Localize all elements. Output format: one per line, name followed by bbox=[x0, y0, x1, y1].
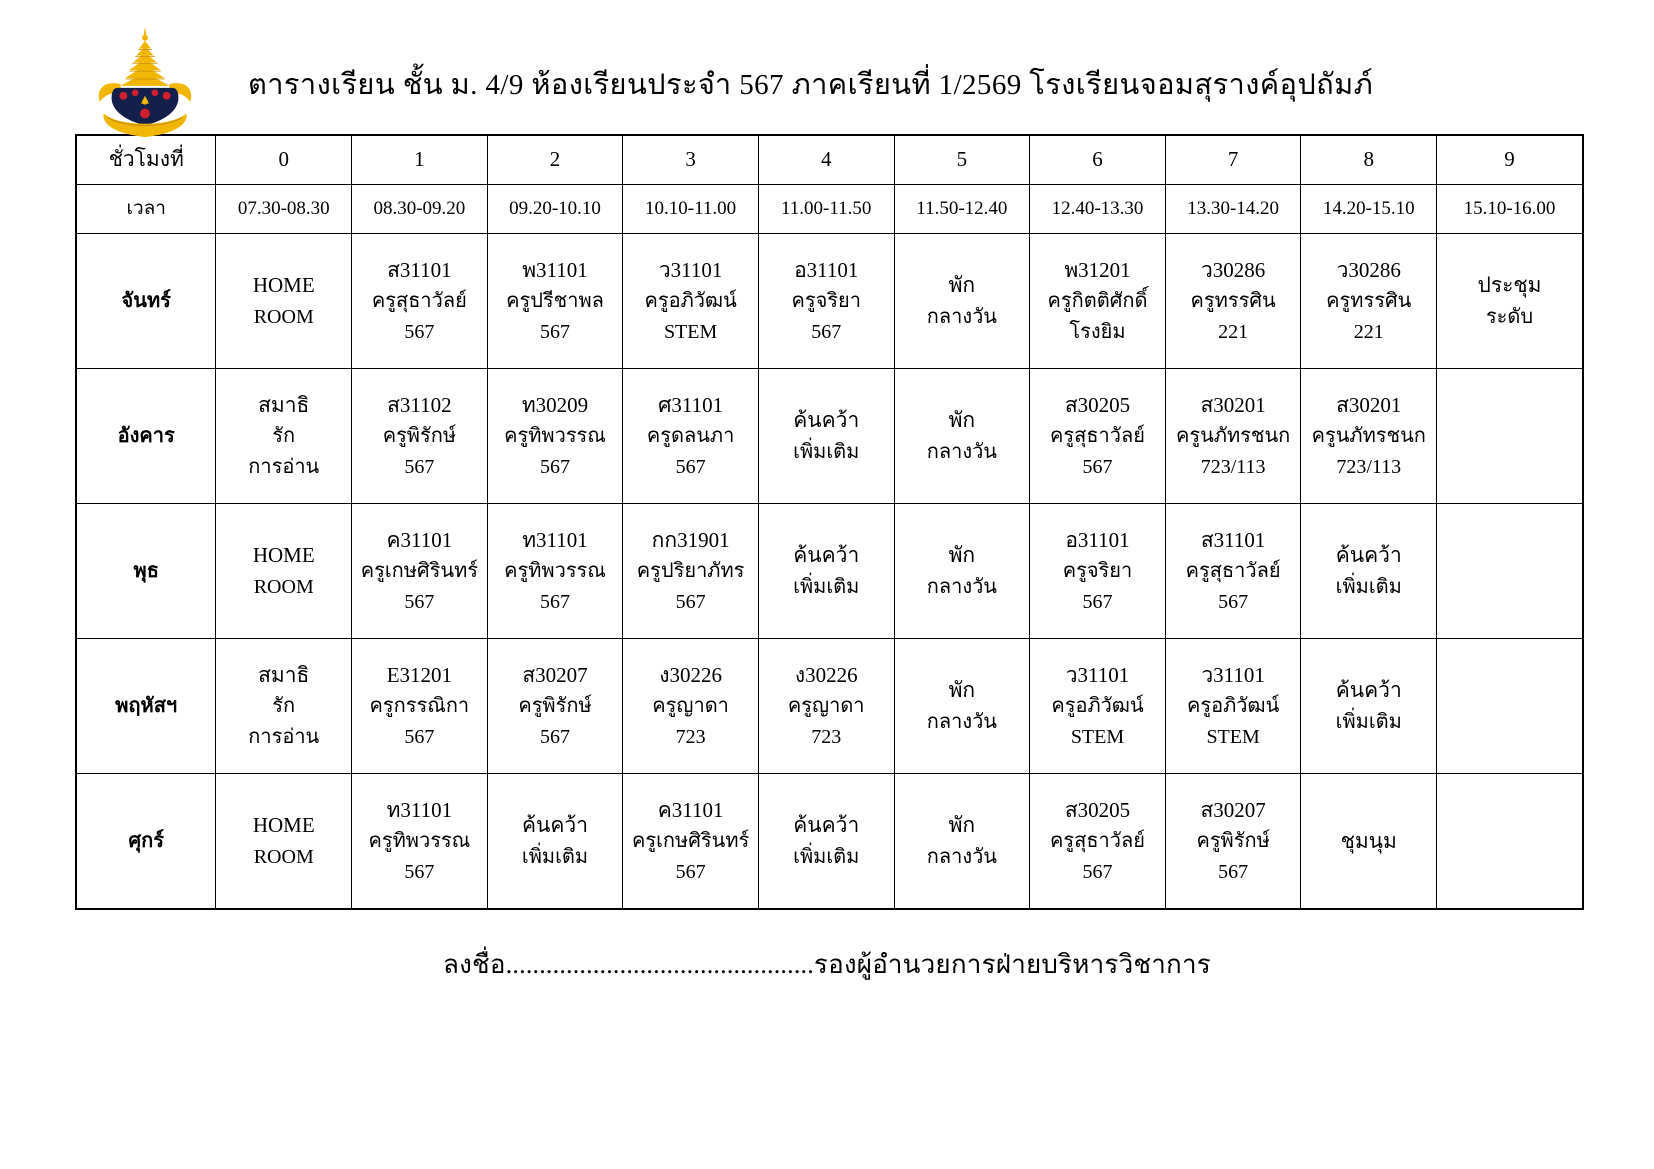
teacher-name: ครูพิรักษ์ bbox=[518, 695, 592, 718]
day-name-cell: พฤหัสฯ bbox=[76, 639, 216, 774]
schedule-cell[interactable] bbox=[487, 369, 623, 504]
timetable-container bbox=[0, 118, 1654, 910]
room-number: 567 bbox=[1218, 861, 1249, 884]
room-number: 567 bbox=[404, 591, 435, 614]
table-row bbox=[76, 234, 1583, 369]
schedule-cell[interactable] bbox=[758, 774, 894, 910]
teacher-name: เพิ่มเติม bbox=[521, 845, 589, 868]
teacher-name: กลางวัน bbox=[926, 305, 997, 328]
subject-code: ประชุม bbox=[1477, 273, 1542, 298]
teacher-name: ครูดลนภา bbox=[646, 425, 735, 448]
schedule-cell-lines bbox=[759, 540, 894, 601]
period-time-range: 14.20-15.10 bbox=[1301, 185, 1437, 234]
schedule-cell[interactable] bbox=[758, 504, 894, 639]
schedule-cell-lines bbox=[1166, 660, 1301, 752]
teacher-name: ระดับ bbox=[1485, 305, 1534, 328]
schedule-cell-lines bbox=[1166, 525, 1301, 617]
subject-code: พัก bbox=[948, 273, 976, 298]
schedule-cell-lines bbox=[895, 675, 1030, 736]
schedule-cell[interactable] bbox=[1301, 504, 1437, 639]
schedule-cell[interactable] bbox=[1301, 639, 1437, 774]
schedule-cell[interactable] bbox=[894, 234, 1030, 369]
subject-code: พัก bbox=[948, 543, 976, 568]
room-number: การอ่าน bbox=[248, 726, 320, 749]
table-row bbox=[76, 504, 1583, 639]
schedule-cell[interactable] bbox=[1301, 234, 1437, 369]
subject-code: ส30201 bbox=[1336, 392, 1402, 417]
schedule-cell[interactable] bbox=[216, 504, 352, 639]
day-name-cell: พุธ bbox=[76, 504, 216, 639]
schedule-cell[interactable] bbox=[1030, 234, 1166, 369]
teacher-name: ครูทิพวรรณ bbox=[368, 830, 471, 853]
schedule-cell-lines bbox=[623, 795, 758, 887]
schedule-cell-lines bbox=[1030, 525, 1165, 617]
subject-code: ส30205 bbox=[1064, 797, 1131, 822]
schedule-cell[interactable] bbox=[1437, 504, 1583, 639]
header-time-label: เวลา bbox=[76, 185, 216, 234]
signature-line: ลงชื่อ..............................................รองผู้อำนวยการฝ่ายบริหารวิชาการ bbox=[443, 950, 1211, 979]
teacher-name: ครูสุธาวัลย์ bbox=[371, 290, 467, 313]
schedule-cell-lines bbox=[1437, 270, 1582, 331]
schedule-cell-lines bbox=[1301, 255, 1436, 347]
subject-code: HOME bbox=[252, 543, 315, 568]
schedule-cell[interactable] bbox=[352, 369, 488, 504]
subject-code: ศ31101 bbox=[658, 392, 724, 417]
subject-code: ค้นคว้า bbox=[1335, 543, 1402, 568]
room-number: 567 bbox=[1082, 861, 1113, 884]
period-number: 7 bbox=[1165, 135, 1301, 185]
teacher-name: ครูนภัทรชนก bbox=[1175, 425, 1291, 448]
schedule-cell[interactable] bbox=[1301, 369, 1437, 504]
schedule-cell-lines bbox=[1301, 390, 1436, 482]
schedule-cell-lines bbox=[352, 255, 487, 347]
school-crest-logo bbox=[86, 23, 204, 141]
schedule-cell-lines bbox=[759, 405, 894, 466]
subject-code: ส30201 bbox=[1200, 392, 1266, 417]
teacher-name: ครูทรรศิน bbox=[1326, 290, 1412, 313]
schedule-cell[interactable] bbox=[487, 504, 623, 639]
schedule-cell[interactable] bbox=[1030, 774, 1166, 910]
room-number: 221 bbox=[1353, 321, 1384, 344]
schedule-cell-lines bbox=[759, 255, 894, 347]
room-number: STEM bbox=[1206, 726, 1260, 749]
schedule-cell[interactable] bbox=[216, 639, 352, 774]
teacher-name: ครูกรรณิกา bbox=[369, 695, 470, 718]
schedule-cell[interactable] bbox=[1030, 639, 1166, 774]
room-number: 567 bbox=[404, 861, 435, 884]
schedule-cell[interactable] bbox=[487, 774, 623, 910]
teacher-name: รัก bbox=[272, 425, 296, 448]
schedule-cell-lines bbox=[623, 525, 758, 617]
room-number: 567 bbox=[404, 321, 435, 344]
schedule-cell[interactable] bbox=[216, 369, 352, 504]
schedule-cell-lines bbox=[352, 525, 487, 617]
teacher-name: ROOM bbox=[253, 575, 314, 598]
subject-code: อ31101 bbox=[794, 257, 859, 282]
subject-code: ว31101 bbox=[1065, 662, 1130, 687]
teacher-name: ครูอภิวัฒน์ bbox=[644, 290, 737, 313]
schedule-cell[interactable] bbox=[487, 234, 623, 369]
header-row-time bbox=[76, 185, 1583, 234]
teacher-name: เพิ่มเติม bbox=[1335, 575, 1402, 598]
period-time-range: 08.30-09.20 bbox=[352, 185, 488, 234]
subject-code: พัก bbox=[948, 813, 976, 838]
teacher-name: ครูกิตติศักดิ์ bbox=[1047, 290, 1148, 313]
subject-code: พัก bbox=[948, 678, 976, 703]
schedule-cell-lines bbox=[488, 525, 623, 617]
room-number: 567 bbox=[539, 726, 570, 749]
schedule-cell[interactable] bbox=[623, 504, 759, 639]
subject-code: ค้นคว้า bbox=[1335, 678, 1402, 703]
subject-code: ว31101 bbox=[1201, 662, 1265, 687]
schedule-cell-lines bbox=[1166, 390, 1301, 482]
schedule-cell-lines bbox=[1030, 255, 1165, 347]
room-number: 567 bbox=[1218, 591, 1249, 614]
table-row bbox=[76, 369, 1583, 504]
room-number: 221 bbox=[1218, 321, 1249, 344]
schedule-cell[interactable] bbox=[1437, 369, 1583, 504]
schedule-cell[interactable] bbox=[894, 369, 1030, 504]
teacher-name: เพิ่มเติม bbox=[1335, 710, 1402, 733]
period-number: 8 bbox=[1301, 135, 1437, 185]
day-name-cell: อังคาร bbox=[76, 369, 216, 504]
teacher-name: ครูสุธาวัลย์ bbox=[1185, 560, 1281, 583]
schedule-cell-lines bbox=[1166, 795, 1301, 887]
teacher-name: กลางวัน bbox=[926, 710, 997, 733]
period-time-range: 07.30-08.30 bbox=[216, 185, 352, 234]
period-number: 3 bbox=[623, 135, 759, 185]
room-number: STEM bbox=[663, 321, 718, 344]
schedule-cell[interactable] bbox=[894, 504, 1030, 639]
room-number: 567 bbox=[811, 321, 842, 344]
header-hour-label: ชั่วโมงที่ bbox=[76, 135, 216, 185]
subject-code: ว30286 bbox=[1200, 257, 1266, 282]
period-number: 4 bbox=[758, 135, 894, 185]
subject-code: ส31102 bbox=[387, 392, 452, 417]
room-number: 723 bbox=[675, 726, 706, 749]
schedule-cell-lines bbox=[1301, 540, 1436, 601]
schedule-cell-lines bbox=[352, 795, 487, 887]
subject-code: ชุมนุม bbox=[1340, 828, 1397, 853]
period-time-range: 10.10-11.00 bbox=[623, 185, 759, 234]
teacher-name: ครูทิพวรรณ bbox=[504, 425, 606, 448]
subject-code: สมาธิ bbox=[258, 392, 310, 417]
period-number: 0 bbox=[216, 135, 352, 185]
schedule-cell[interactable] bbox=[216, 774, 352, 910]
period-time-range: 11.00-11.50 bbox=[758, 185, 894, 234]
schedule-cell[interactable] bbox=[623, 639, 759, 774]
day-name-cell: ศุกร์ bbox=[76, 774, 216, 910]
schedule-cell-lines bbox=[1030, 795, 1165, 887]
schedule-cell[interactable] bbox=[1165, 369, 1301, 504]
schedule-cell-lines bbox=[623, 255, 758, 347]
schedule-cell[interactable] bbox=[216, 234, 352, 369]
subject-code: HOME bbox=[252, 273, 315, 298]
document-header bbox=[0, 0, 1654, 118]
schedule-cell-lines bbox=[216, 810, 351, 871]
room-number: 567 bbox=[1082, 456, 1113, 479]
page-title: ตารางเรียน ชั้น ม. 4/9 ห้องเรียนประจำ 567 ภาคเรียนที่ 1/2569 โรงเรียนจอมสุรางค์อุปถัมภ์ bbox=[248, 68, 1374, 101]
subject-code: ส30207 bbox=[522, 662, 588, 687]
subject-code: ท30209 bbox=[521, 392, 589, 417]
teacher-name: กลางวัน bbox=[926, 845, 997, 868]
room-number: 567 bbox=[539, 591, 570, 614]
schedule-cell-lines bbox=[1301, 675, 1436, 736]
subject-code: สมาธิ bbox=[258, 662, 310, 687]
schedule-cell[interactable] bbox=[1437, 639, 1583, 774]
schedule-cell[interactable] bbox=[758, 639, 894, 774]
schedule-cell-lines bbox=[1301, 826, 1436, 856]
table-row bbox=[76, 774, 1583, 910]
teacher-name: ROOM bbox=[253, 305, 314, 328]
period-time-range: 15.10-16.00 bbox=[1437, 185, 1583, 234]
teacher-name: เพิ่มเติม bbox=[793, 575, 860, 598]
room-number: 567 bbox=[539, 456, 570, 479]
teacher-name: ครูปริยาภัทร bbox=[636, 560, 745, 583]
subject-code: ส31101 bbox=[1200, 527, 1266, 552]
subject-code: ว31101 bbox=[658, 257, 723, 282]
subject-code: ค้นคว้า bbox=[793, 543, 860, 568]
period-number: 2 bbox=[487, 135, 623, 185]
period-time-range: 13.30-14.20 bbox=[1165, 185, 1301, 234]
room-number: 567 bbox=[675, 591, 706, 614]
schedule-cell[interactable] bbox=[1165, 774, 1301, 910]
period-number: 5 bbox=[894, 135, 1030, 185]
schedule-cell[interactable] bbox=[1165, 504, 1301, 639]
schedule-cell-lines bbox=[895, 810, 1030, 871]
room-number: STEM bbox=[1070, 726, 1125, 749]
schedule-cell[interactable] bbox=[758, 234, 894, 369]
schedule-cell[interactable] bbox=[352, 504, 488, 639]
schedule-cell[interactable] bbox=[1437, 234, 1583, 369]
schedule-cell[interactable] bbox=[352, 639, 488, 774]
subject-code: กก31901 bbox=[651, 527, 730, 552]
schedule-cell-lines bbox=[216, 270, 351, 331]
schedule-cell-lines bbox=[488, 810, 623, 871]
subject-code: ค้นคว้า bbox=[793, 813, 860, 838]
room-number: 723 bbox=[811, 726, 842, 749]
schedule-cell-lines bbox=[216, 390, 351, 482]
teacher-name: ครูญาดา bbox=[787, 695, 865, 718]
teacher-name: ครูทิพวรรณ bbox=[504, 560, 606, 583]
schedule-cell-lines bbox=[488, 660, 623, 752]
teacher-name: กลางวัน bbox=[926, 440, 997, 463]
schedule-cell-lines bbox=[895, 270, 1030, 331]
schedule-cell[interactable] bbox=[487, 639, 623, 774]
schedule-cell-lines bbox=[488, 255, 623, 347]
teacher-name: ครูนภัทรชนก bbox=[1311, 425, 1426, 448]
room-number: 723/113 bbox=[1336, 456, 1402, 479]
subject-code: ส31101 bbox=[387, 257, 452, 282]
schedule-cell-lines bbox=[623, 660, 758, 752]
teacher-name: ครูสุธาวัลย์ bbox=[1049, 425, 1145, 448]
schedule-cell-lines bbox=[759, 810, 894, 871]
schedule-cell[interactable] bbox=[352, 234, 488, 369]
subject-code: ค31101 bbox=[657, 797, 724, 822]
subject-code: ท31101 bbox=[386, 797, 453, 822]
subject-code: HOME bbox=[252, 813, 315, 838]
teacher-name: กลางวัน bbox=[926, 575, 997, 598]
schedule-cell[interactable] bbox=[894, 774, 1030, 910]
teacher-name: ครูจริยา bbox=[791, 290, 861, 313]
teacher-name: รัก bbox=[272, 695, 296, 718]
schedule-cell-lines bbox=[352, 660, 487, 752]
teacher-name: ครูทรรศิน bbox=[1190, 290, 1276, 313]
subject-code: ค้นคว้า bbox=[521, 813, 588, 838]
schedule-cell-lines bbox=[623, 390, 758, 482]
teacher-name: ครูพิรักษ์ bbox=[1196, 830, 1270, 853]
period-number: 1 bbox=[352, 135, 488, 185]
schedule-cell-lines bbox=[895, 405, 1030, 466]
subject-code: E31201 bbox=[386, 662, 453, 687]
subject-code: อ31101 bbox=[1065, 527, 1130, 552]
subject-code: ค31101 bbox=[386, 527, 453, 552]
schedule-cell[interactable] bbox=[894, 639, 1030, 774]
teacher-name: ROOM bbox=[253, 845, 314, 868]
teacher-name: ครูพิรักษ์ bbox=[382, 425, 457, 448]
schedule-cell[interactable] bbox=[623, 774, 759, 910]
teacher-name: เพิ่มเติม bbox=[793, 440, 860, 463]
room-number: 567 bbox=[404, 726, 435, 749]
class-timetable bbox=[75, 134, 1584, 910]
table-row bbox=[76, 639, 1583, 774]
schedule-cell-lines bbox=[1166, 255, 1301, 347]
schedule-cell[interactable] bbox=[758, 369, 894, 504]
period-number: 9 bbox=[1437, 135, 1583, 185]
schedule-cell-lines bbox=[216, 660, 351, 752]
teacher-name: ครูอภิวัฒน์ bbox=[1051, 695, 1144, 718]
schedule-cell[interactable] bbox=[623, 369, 759, 504]
schedule-cell[interactable] bbox=[1437, 774, 1583, 910]
schedule-cell[interactable] bbox=[1301, 774, 1437, 910]
schedule-cell[interactable] bbox=[1030, 369, 1166, 504]
teacher-name: ครูเกษศิรินทร์ bbox=[360, 560, 478, 583]
teacher-name: ครูปรีชาพล bbox=[506, 290, 604, 313]
subject-code: ท31101 bbox=[522, 527, 588, 552]
subject-code: พ31101 bbox=[522, 257, 588, 282]
schedule-cell-lines bbox=[352, 390, 487, 482]
schedule-cell[interactable] bbox=[352, 774, 488, 910]
schedule-cell-lines bbox=[1030, 660, 1165, 752]
room-number: การอ่าน bbox=[248, 456, 320, 479]
day-name-cell: จันทร์ bbox=[76, 234, 216, 369]
schedule-cell[interactable] bbox=[1030, 504, 1166, 639]
room-number: 567 bbox=[675, 456, 706, 479]
teacher-name: ครูจริยา bbox=[1062, 560, 1133, 583]
schedule-cell-lines bbox=[216, 540, 351, 601]
room-number: 567 bbox=[539, 321, 570, 344]
schedule-cell[interactable] bbox=[1165, 234, 1301, 369]
period-time-range: 12.40-13.30 bbox=[1030, 185, 1166, 234]
subject-code: พ31201 bbox=[1064, 257, 1131, 282]
subject-code: ค้นคว้า bbox=[793, 408, 860, 433]
teacher-name: ครูญาดา bbox=[652, 695, 729, 718]
period-time-range: 11.50-12.40 bbox=[894, 185, 1030, 234]
period-time-range: 09.20-10.10 bbox=[487, 185, 623, 234]
room-number: 567 bbox=[1082, 591, 1113, 614]
teacher-name: เพิ่มเติม bbox=[793, 845, 860, 868]
room-number: 723/113 bbox=[1200, 456, 1266, 479]
subject-code: ส30207 bbox=[1200, 797, 1266, 822]
schedule-cell-lines bbox=[759, 660, 894, 752]
schedule-cell-lines bbox=[1030, 390, 1165, 482]
teacher-name: ครูเกษศิรินทร์ bbox=[631, 830, 750, 853]
teacher-name: ครูสุธาวัลย์ bbox=[1049, 830, 1145, 853]
header-row-period bbox=[76, 135, 1583, 185]
timetable-body bbox=[76, 135, 1583, 909]
schedule-cell-lines bbox=[895, 540, 1030, 601]
schedule-cell-lines bbox=[488, 390, 623, 482]
subject-code: ง30226 bbox=[794, 662, 858, 687]
period-number: 6 bbox=[1030, 135, 1166, 185]
room-number: โรงยิม bbox=[1069, 321, 1126, 344]
room-number: 567 bbox=[404, 456, 435, 479]
subject-code: ง30226 bbox=[659, 662, 722, 687]
schedule-cell[interactable] bbox=[623, 234, 759, 369]
schedule-cell[interactable] bbox=[1165, 639, 1301, 774]
subject-code: ส30205 bbox=[1064, 392, 1131, 417]
subject-code: พัก bbox=[948, 408, 976, 433]
subject-code: ว30286 bbox=[1336, 257, 1401, 282]
teacher-name: ครูอภิวัฒน์ bbox=[1186, 695, 1280, 718]
room-number: 567 bbox=[675, 861, 706, 884]
